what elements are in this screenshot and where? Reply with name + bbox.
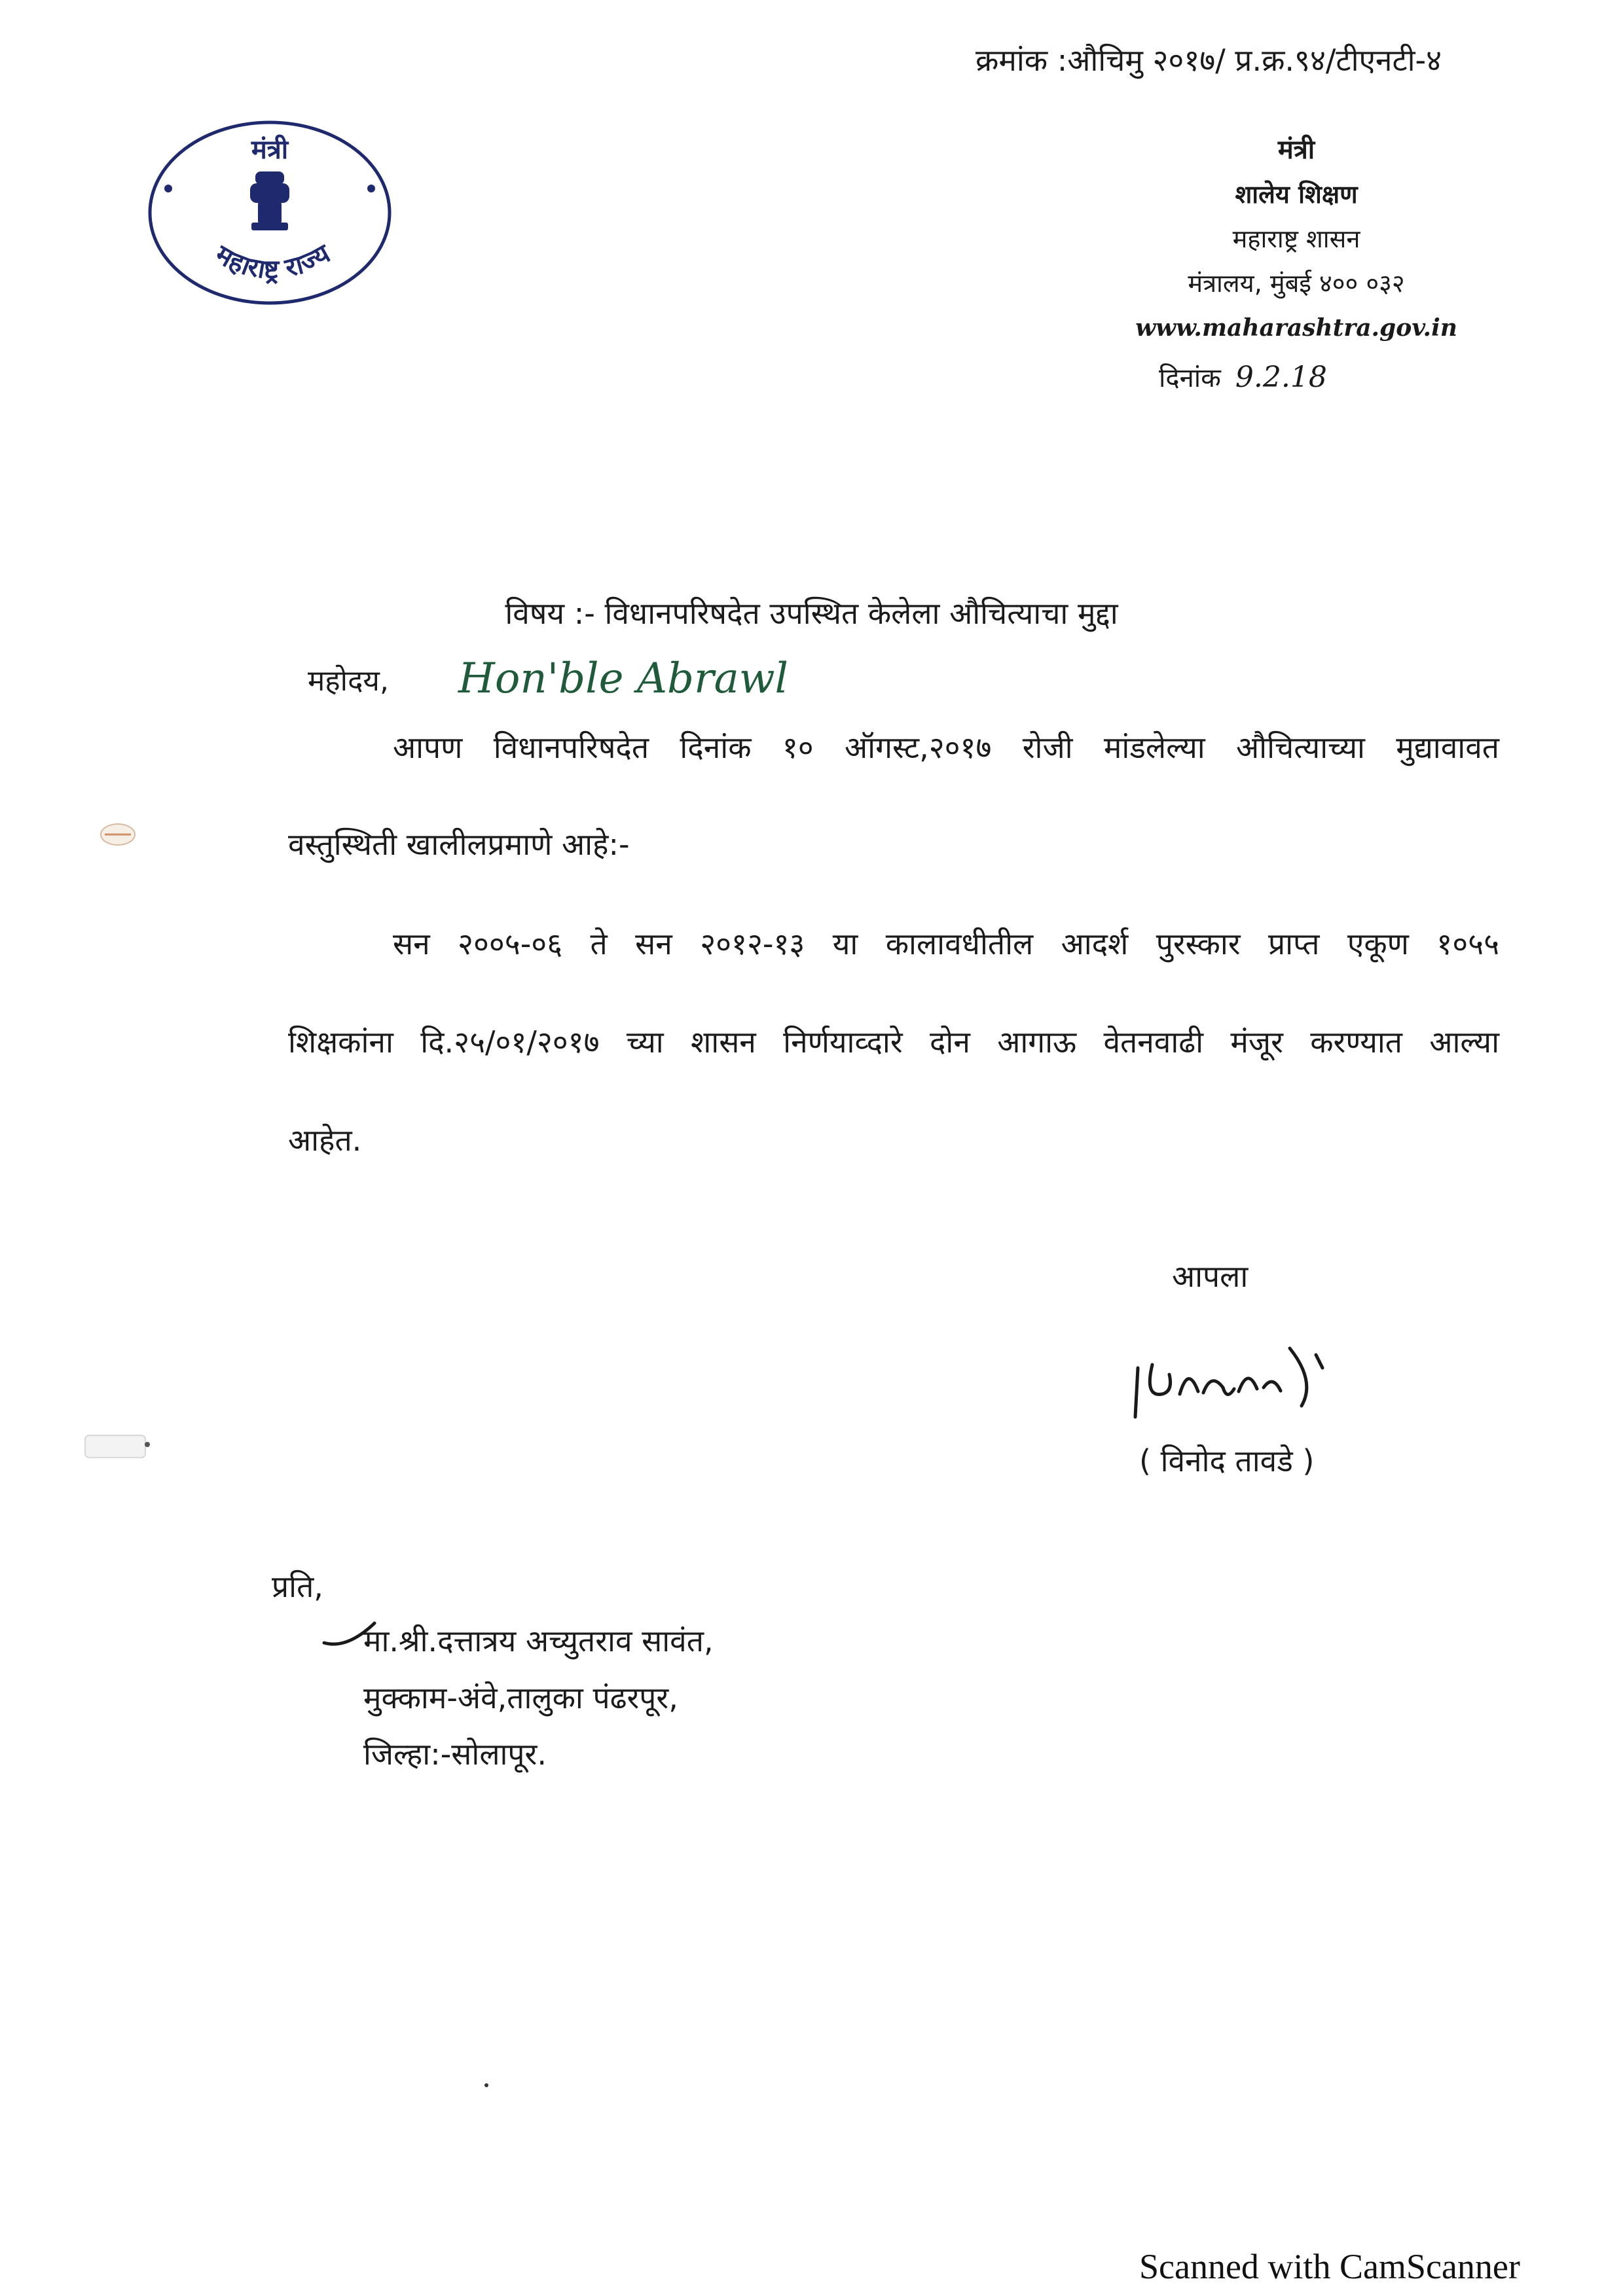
signature-image (1126, 1329, 1375, 1427)
paragraph2-line1: सन २००५-०६ ते सन २०१२-१३ या कालावधीतील आदर्श पुरस्कार प्राप्त एकूण १०५५ (393, 926, 1499, 961)
date-label: दिनांक (1159, 363, 1221, 393)
office-department: शालेय शिक्षण (1235, 180, 1358, 209)
scanner-watermark: Scanned with CamScanner (1139, 2247, 1520, 2286)
minister-seal (145, 118, 394, 308)
office-website: www.maharashtra.gov.in (1135, 314, 1457, 342)
office-government: महाराष्ट्र शासन (1232, 224, 1360, 253)
recipient-line3: जिल्हा:-सोलापूर. (363, 1736, 547, 1772)
recipient-line1: मा.श्री.दत्तात्रय अच्युतराव सावंत, (363, 1623, 714, 1659)
date-value: 9.2.18 (1235, 361, 1327, 394)
reference-number: क्रमांक :औचिमु २०१७/ प्र.क्र.९४/टीएनटी-४ (976, 43, 1442, 78)
paragraph1-line2: वस्तुस्थिती खालीलप्रमाणे आहे:- (288, 827, 630, 862)
scan-speck (484, 2083, 488, 2087)
punch-hole-mark (82, 1430, 154, 1463)
svg-text:महाराष्ट्र राज्य (210, 238, 336, 285)
punch-hole-mark (98, 821, 137, 848)
emblem-icon (250, 171, 289, 230)
closing: आपला (1172, 1259, 1249, 1294)
paragraph2-line2: शिक्षकांना दि.२५/०१/२०१७ च्या शासन निर्णयाव्दारे दोन आगाऊ वेतनवाढी मंजूर करण्यात आल्या (288, 1024, 1499, 1060)
paragraph2-line3: आहेत. (288, 1122, 362, 1158)
recipient-label: प्रति, (272, 1569, 323, 1604)
office-title: मंत्री (1277, 135, 1315, 165)
handwritten-addressee: Hon'ble Abrawl (458, 655, 788, 703)
office-block (1113, 128, 1480, 350)
seal-bottom-text: महाराष्ट्र राज्य (210, 238, 336, 285)
office-address: मंत्रालय, मुंबई ४०० ०३२ (1188, 269, 1405, 298)
date-row (1159, 359, 1327, 395)
paragraph1-line1: आपण विधानपरिषदेत दिनांक १० ऑगस्ट,२०१७ रोजी मांडलेल्या औचित्याच्या मुद्यावावत (393, 730, 1499, 765)
signatory-name: ( विनोद तावडे ) (1139, 1443, 1315, 1479)
salutation: महोदय, (308, 664, 389, 698)
seal-top-text: मंत्री (251, 135, 289, 165)
recipient-line2: मुक्काम-अंवे,तालुका पंढरपूर, (363, 1680, 678, 1715)
subject-line: विषय :- विधानपरिषदेत उपस्थित केलेला औचित्याचा मुद्दा (505, 596, 1118, 631)
